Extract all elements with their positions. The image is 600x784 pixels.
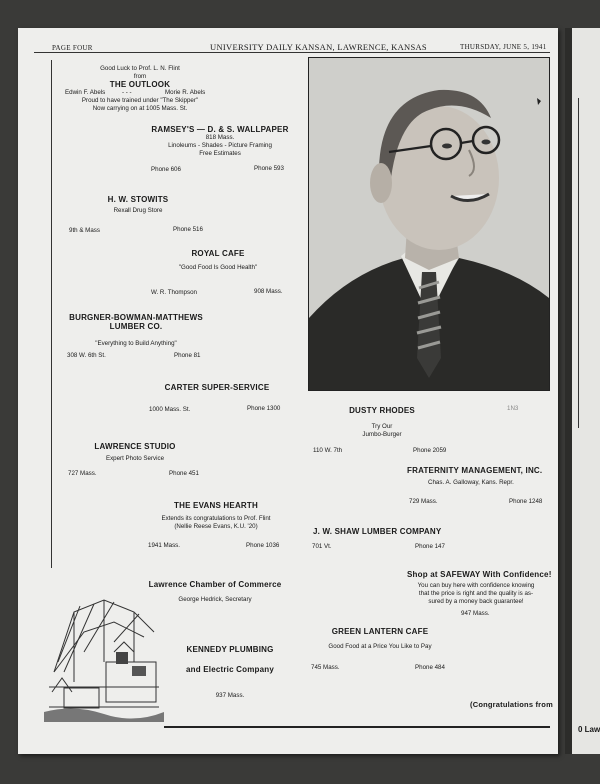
dusty-line2: Jumbo-Burger [362, 431, 402, 438]
lantern-phone: Phone 484 [415, 664, 445, 671]
safeway-line3: sured by a money back guarantee! [428, 598, 524, 605]
lantern-line1: Good Food at a Price You Like to Pay [328, 643, 432, 650]
ramseys-address: 818 Mass. [205, 134, 235, 141]
ramseys-line2: Free Estimates [199, 150, 241, 157]
stray-mark: 1N3 [507, 405, 519, 412]
outlook-name: THE OUTLOOK [109, 80, 171, 89]
burgner-name1: BURGNER-BOWMAN-MATTHEWS [69, 313, 203, 322]
dusty-address: 110 W. 7th [313, 447, 343, 454]
safeway-line1: You can buy here with confidence knowing [417, 582, 535, 589]
evans-line1: Extends its congratulations to Prof. Flint [161, 515, 271, 522]
dusty-line1: Try Our [371, 423, 393, 430]
stowits-line1: Rexall Drug Store [113, 207, 163, 214]
evans-address: 1941 Mass. [148, 542, 180, 549]
outlook-dashes: - - - [122, 89, 132, 96]
outlook-from: from [133, 73, 147, 80]
shaw-address: 701 Vt. [312, 543, 332, 550]
footer-congrats: (Congratulations from [470, 700, 553, 709]
adjacent-page-rule [578, 98, 600, 428]
studio-phone: Phone 451 [169, 470, 199, 477]
dusty-phone: Phone 2059 [413, 447, 447, 454]
safeway-address: 947 Mass. [461, 610, 490, 617]
kennedy-name2: and Electric Company [185, 665, 275, 674]
royal-person: W. R. Thompson [151, 289, 197, 296]
studio-line1: Expert Photo Service [105, 455, 165, 462]
kennedy-address: 937 Mass. [215, 692, 245, 699]
fraternity-address: 729 Mass. [409, 498, 438, 505]
royal-address: 908 Mass. [254, 288, 283, 295]
safeway-line2: that the price is right and the quality is as- [418, 590, 534, 597]
adjacent-page-edge [572, 28, 600, 754]
construction-illustration [44, 592, 164, 722]
chamber-name: Lawrence Chamber of Commerce [148, 580, 282, 589]
ramseys-phone2: Phone 593 [254, 165, 284, 172]
outlook-person1: Edwin F. Abels [65, 89, 106, 96]
ramseys-name: RAMSEY'S — D. & S. WALLPAPER [151, 125, 289, 134]
left-border-rule [51, 60, 52, 568]
carter-address: 1000 Mass. St. [149, 406, 191, 413]
outlook-line3: Now carrying on at 1005 Mass. St. [92, 105, 188, 112]
chamber-line1: George Hedrick, Secretary [178, 596, 252, 603]
page-number: PAGE FOUR [52, 44, 93, 52]
adjacent-page-fragment: 0 Law [578, 725, 600, 734]
shaw-name: J. W. SHAW LUMBER COMPANY [313, 527, 442, 536]
evans-phone: Phone 1036 [246, 542, 280, 549]
shaw-phone: Phone 147 [415, 543, 445, 550]
outlook-person2: Morie R. Abels [165, 89, 206, 96]
stowits-address: 9th & Mass [69, 227, 100, 234]
carter-phone: Phone 1300 [247, 405, 281, 412]
fraternity-name: FRATERNITY MANAGEMENT, INC. [407, 466, 543, 475]
ramseys-phone1: Phone 606 [151, 166, 181, 173]
issue-date: THURSDAY, JUNE 5, 1941 [460, 43, 547, 51]
studio-address: 727 Mass. [68, 470, 97, 477]
portrait-illustration [309, 58, 549, 390]
building-drawing [44, 592, 164, 722]
evans-name: THE EVANS HEARTH [174, 501, 258, 510]
safeway-name: Shop at SAFEWAY With Confidence! [407, 570, 552, 579]
fraternity-phone: Phone 1248 [509, 498, 543, 505]
page-gutter [565, 28, 572, 754]
burgner-phone: Phone 81 [174, 352, 201, 359]
royal-name: ROYAL CAFE [191, 249, 245, 258]
burgner-name2: LUMBER CO. [109, 322, 163, 331]
ramseys-line1: Linoleums - Shades - Picture Framing [168, 142, 272, 149]
outlook-line1: Good Luck to Prof. L. N. Flint [100, 65, 180, 72]
stowits-name: H. W. STOWITS [107, 195, 169, 204]
burgner-address: 308 W. 6th St. [67, 352, 106, 359]
masthead: UNIVERSITY DAILY KANSAN, LAWRENCE, KANSAS [210, 42, 427, 52]
outlook-line2: Proud to have trained under "The Skipper" [81, 97, 199, 104]
lantern-address: 745 Mass. [311, 664, 340, 671]
burgner-slogan: "Everything to Build Anything" [95, 340, 177, 347]
stowits-phone: Phone 516 [173, 226, 203, 233]
dusty-name: DUSTY RHODES [349, 406, 415, 415]
royal-slogan: "Good Food Is Good Health" [178, 264, 258, 271]
header-rule [34, 52, 550, 53]
fraternity-line1: Chas. A. Galloway, Kans. Repr. [428, 479, 514, 486]
studio-name: LAWRENCE STUDIO [94, 442, 176, 451]
lantern-name: GREEN LANTERN CAFE [331, 627, 429, 636]
carter-name: CARTER SUPER-SERVICE [164, 383, 270, 392]
footer-rule [164, 726, 550, 728]
evans-line2: (Nellie Reese Evans, K.U. '20) [174, 523, 258, 530]
kennedy-name1: KENNEDY PLUMBING [186, 645, 274, 654]
portrait-photo [308, 57, 550, 391]
